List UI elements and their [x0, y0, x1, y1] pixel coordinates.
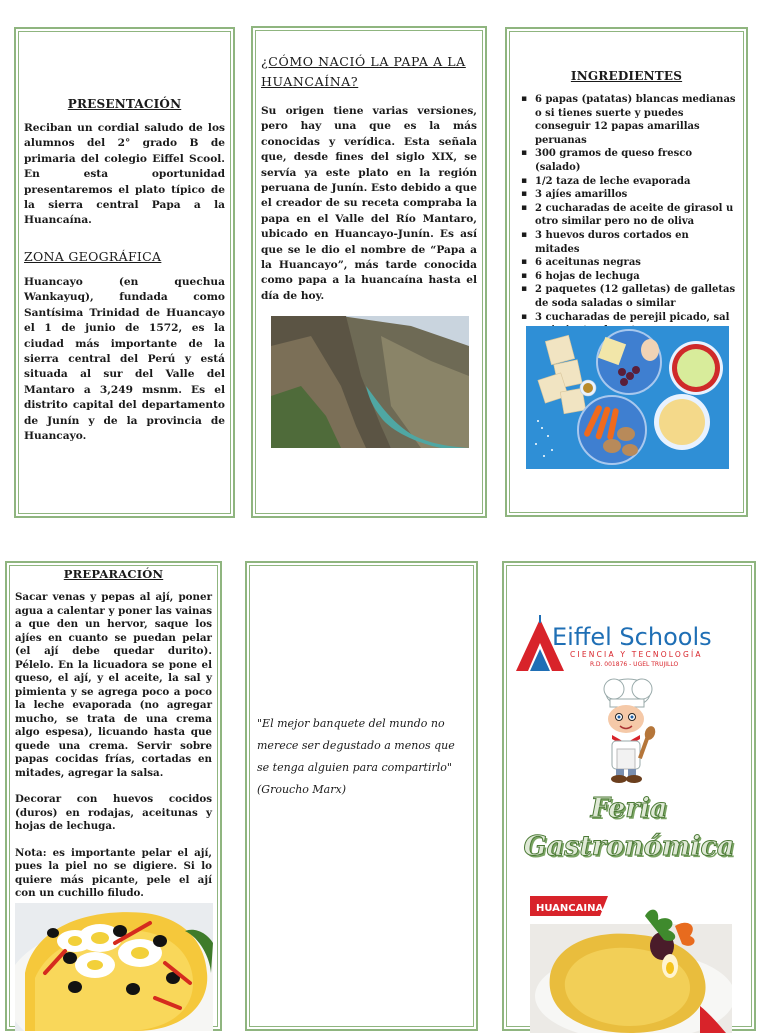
preparation-paragraph: Decorar con huevos cocidos (duros) en rodajas, aceitunas y hojas de lechuga. [15, 793, 212, 832]
zona-title: ZONA GEOGRÁFICA [24, 249, 162, 264]
ingredient-item: ▪ 3 huevos duros cortados en mitades [535, 229, 736, 256]
ingredient-item: ▪ 300 gramos de queso fresco (salado) [535, 147, 736, 174]
ingredients-list [521, 93, 736, 338]
ingredient-item: ▪ 6 aceitunas negras [535, 256, 736, 270]
panel-quote [245, 561, 478, 1031]
panel-cover [502, 561, 756, 1031]
ingredients-photo [526, 326, 729, 469]
preparation-paragraph: Sacar venas y pepas al ají, poner agua a calentar y poner las vainas a que den un hervor, saque los ajíes en cuanto se puedan pelar (el ají debe quedar durito). Pélelo. En la licuadora se pone el queso, el ají, y el aceite, la sal y pimienta y se agrega poco a poco la leche evaporada (no agregar mucho, se trata de una crema algo espesa), licuando hasta que quede una crema. Servir sobre papas cocidas frías, cortadas en mitades, agregar la salsa. [15, 591, 212, 779]
ingredient-item: ▪ 6 papas (patatas) blancas medianas o si tienes suerte y puedes conseguir 12 papas amarillas peruanas [535, 93, 736, 147]
panel-origin [251, 26, 487, 518]
feria-title-line2: Gastronómica [523, 831, 735, 862]
origin-title: ¿CÓMO NACIÓ LA PAPA A LA HUANCAÍNA? [261, 54, 466, 89]
ingredient-item: ▪ 2 paquetes (12 galletas) de galletas de soda saladas o similar [535, 283, 736, 310]
origin-text: Su origen tiene varias versiones, pero hay una que es la más conocidas y verídica. Esta señala que, desde fines del siglo XIX, se servía ya este plato en la región peruana de Junín. Esto debido a que el creador de su receta compraba la papa en el Valle del Río Mantaro, ubicado en Huancayo-Junín. Es así que se le dio el nombre de “Papa a la Huancayo”, más tarde conocida como papa a la huancaína hasta el día de hoy. [261, 105, 477, 302]
ingredient-item: ▪ 1/2 taza de leche evaporada [535, 175, 736, 189]
ingredient-item: ▪ 3 ajíes amarillos [535, 188, 736, 202]
huancaina-label: HUANCAINA [536, 903, 604, 914]
presentation-text: Reciban un cordial saludo de los alumnos del 2° grado B de primaria del colegio Eiffel Scool. En esta oportunidad presentaremos el plato típico de la sierra central Papa a la Huancaína. [24, 122, 225, 227]
panel-ingredients [505, 27, 748, 517]
eiffel-schools-logo [512, 613, 748, 675]
canyon-photo [271, 316, 469, 448]
ingredient-item: ▪ 6 hojas de lechuga [535, 270, 736, 284]
dish-photo [15, 903, 213, 1031]
preparation-paragraph: Nota: es importante pelar el ají, pues la piel no se digiere. Si lo quiere más picante, pele el ají con un cuchillo filudo. [15, 846, 212, 899]
logo-tagline: CIENCIA Y TECNOLOGÍA [570, 650, 703, 659]
feria-title-line1: Feria [590, 793, 668, 824]
panel-presentation [14, 27, 235, 518]
logo-rd: R.D. 001876 - UGEL TRUJILLO [590, 661, 679, 668]
huancaina-photo [530, 896, 732, 1033]
preparation-text [15, 591, 212, 914]
ingredient-item: ▪ 2 cucharadas de aceite de girasol u otro similar pero no de oliva [535, 202, 736, 229]
chef-illustration [586, 675, 666, 785]
presentation-title: PRESENTACIÓN [67, 97, 182, 111]
ingredients-title: INGREDIENTES [570, 69, 683, 83]
preparation-title: PREPARACIÓN [63, 567, 164, 581]
ingredient-item: ▪ 3 cucharadas de perejil picado, sal [535, 311, 736, 338]
zona-text: Huancayo (en quechua Wankayuq), fundada como Santísima Trinidad de Huancayo el 1 de junio de 1572, es la ciudad más importante de la sierra central del Perú y está situada al sur del Valle del Mantaro a 3,249 msnm. Es el distrito capital del departamento de Junín y de la provincia de Huancayo. [24, 276, 225, 443]
panel-preparation [5, 561, 222, 1031]
quote-text: "El mejor banquete del mundo no merece ser degustado a menos que se tenga alguien para compartirlo" (Groucho Marx) [257, 717, 455, 796]
logo-name: Eiffel Schools [552, 623, 712, 651]
